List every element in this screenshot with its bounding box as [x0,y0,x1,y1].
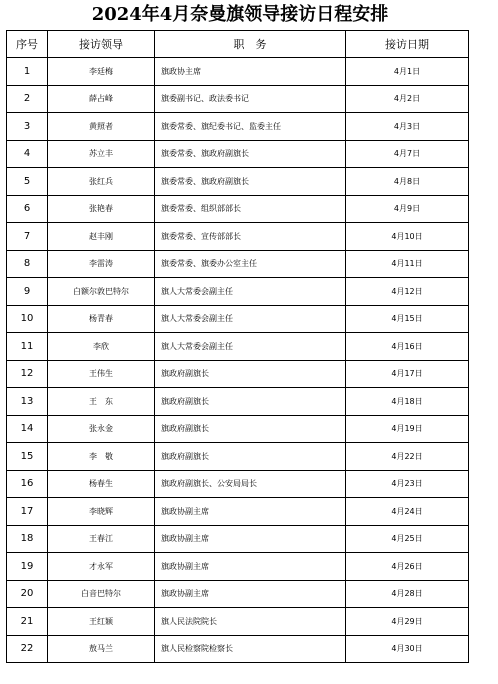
row-position: 旗政协副主席 [155,525,346,553]
table-row [7,168,469,196]
row-leader: 薛占峰 [48,85,155,113]
row-seq: 16 [7,470,48,498]
row-position: 旗政府副旗长、公安局局长 [155,470,346,498]
row-date: 4月8日 [346,168,469,196]
row-date: 4月19日 [346,415,469,443]
row-seq: 4 [7,140,48,168]
row-date: 4月26日 [346,553,469,581]
page-title: 2024年4月奈曼旗领导接访日程安排 [91,4,389,25]
row-date: 4月11日 [346,250,469,278]
table-row [7,113,469,141]
row-leader: 苏立丰 [48,140,155,168]
table-row [7,388,469,416]
table-row [7,278,469,306]
row-seq: 14 [7,415,48,443]
row-position: 旗政协副主席 [155,580,346,608]
row-leader: 李雷涛 [48,250,155,278]
row-position: 旗委常委、旗纪委书记、监委主任 [155,113,346,141]
row-position: 旗政府副旗长 [155,443,346,471]
row-seq: 13 [7,388,48,416]
row-position: 旗委副书记、政法委书记 [155,85,346,113]
row-seq: 10 [7,305,48,333]
row-seq: 3 [7,113,48,141]
header-seq: 序号 [7,31,48,58]
row-seq: 15 [7,443,48,471]
table-row [7,140,469,168]
row-seq: 9 [7,278,48,306]
table-row [7,608,469,636]
header-date: 接访日期 [346,31,469,58]
row-position: 旗人民法院院长 [155,608,346,636]
row-date: 4月15日 [346,305,469,333]
header-leader: 接访领导 [48,31,155,58]
row-date: 4月17日 [346,360,469,388]
row-position: 旗人民检察院检察长 [155,635,346,663]
table-row [7,635,469,663]
table-row [7,360,469,388]
row-leader: 李 敬 [48,443,155,471]
row-leader: 杨青春 [48,305,155,333]
row-date: 4月16日 [346,333,469,361]
row-seq: 6 [7,195,48,223]
row-leader: 李晓辉 [48,498,155,526]
row-date: 4月9日 [346,195,469,223]
table-row [7,580,469,608]
row-seq: 2 [7,85,48,113]
table-row [7,553,469,581]
row-position: 旗政协副主席 [155,498,346,526]
row-seq: 12 [7,360,48,388]
table-row [7,333,469,361]
row-leader: 白音巴特尔 [48,580,155,608]
row-position: 旗政府副旗长 [155,415,346,443]
header-position: 职 务 [155,31,346,58]
row-position: 旗委常委、旗政府副旗长 [155,168,346,196]
table-row [7,85,469,113]
row-date: 4月1日 [346,58,469,86]
row-seq: 11 [7,333,48,361]
row-position: 旗政府副旗长 [155,360,346,388]
row-position: 旗政协主席 [155,58,346,86]
row-leader: 张永金 [48,415,155,443]
row-seq: 5 [7,168,48,196]
table-row [7,498,469,526]
row-leader: 王红颖 [48,608,155,636]
row-leader: 赵丰刚 [48,223,155,251]
row-leader: 张艳春 [48,195,155,223]
row-leader: 李欣 [48,333,155,361]
row-position: 旗委常委、宣传部部长 [155,223,346,251]
row-position: 旗政协副主席 [155,553,346,581]
schedule-table [6,30,469,663]
row-seq: 7 [7,223,48,251]
row-position: 旗委常委、旗政府副旗长 [155,140,346,168]
row-date: 4月12日 [346,278,469,306]
table-row [7,250,469,278]
row-leader: 黄照者 [48,113,155,141]
row-seq: 8 [7,250,48,278]
row-leader: 王春江 [48,525,155,553]
table-row [7,443,469,471]
row-leader: 才永军 [48,553,155,581]
row-leader: 张红兵 [48,168,155,196]
table-row [7,223,469,251]
row-position: 旗政府副旗长 [155,388,346,416]
table-header-row [7,31,469,58]
row-position: 旗人大常委会副主任 [155,278,346,306]
row-seq: 18 [7,525,48,553]
row-seq: 22 [7,635,48,663]
row-date: 4月3日 [346,113,469,141]
row-position: 旗人大常委会副主任 [155,305,346,333]
row-date: 4月30日 [346,635,469,663]
row-date: 4月10日 [346,223,469,251]
row-seq: 17 [7,498,48,526]
table-row [7,415,469,443]
table-body [7,58,469,663]
row-position: 旗委常委、旗委办公室主任 [155,250,346,278]
row-seq: 20 [7,580,48,608]
row-date: 4月22日 [346,443,469,471]
row-leader: 白额尔敦巴特尔 [48,278,155,306]
table-row [7,525,469,553]
row-date: 4月2日 [346,85,469,113]
row-seq: 1 [7,58,48,86]
row-leader: 敖马兰 [48,635,155,663]
row-leader: 王伟生 [48,360,155,388]
row-date: 4月29日 [346,608,469,636]
row-date: 4月24日 [346,498,469,526]
table-row [7,470,469,498]
row-date: 4月18日 [346,388,469,416]
row-date: 4月7日 [346,140,469,168]
table-row [7,58,469,86]
row-position: 旗委常委、组织部部长 [155,195,346,223]
row-leader: 杨春生 [48,470,155,498]
row-seq: 21 [7,608,48,636]
table-row [7,305,469,333]
row-date: 4月23日 [346,470,469,498]
row-date: 4月25日 [346,525,469,553]
row-leader: 李廷梅 [48,58,155,86]
row-leader: 王 东 [48,388,155,416]
row-position: 旗人大常委会副主任 [155,333,346,361]
row-seq: 19 [7,553,48,581]
row-date: 4月28日 [346,580,469,608]
table-row [7,195,469,223]
